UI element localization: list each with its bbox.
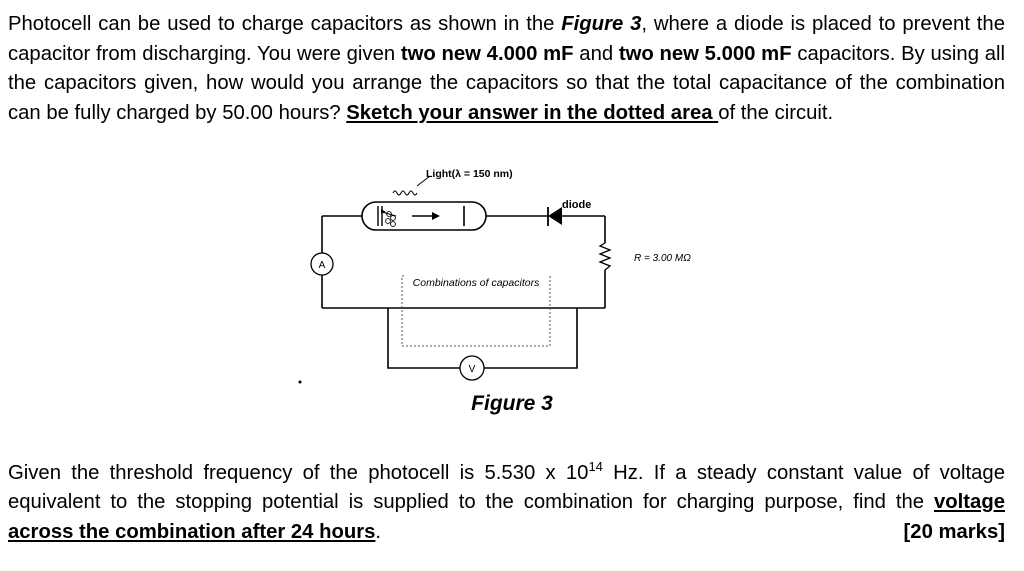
marks-label: [20 marks] bbox=[903, 520, 1005, 543]
diode-symbol bbox=[548, 207, 562, 226]
q1-capacitors-4mf: two new 4.000 mF bbox=[400, 42, 574, 65]
q2-text-b: Hz. If a steady constant value of voltage equivalent to the stopping potential is supplied to the combination for charging purpose, find the bbox=[8, 461, 1005, 514]
q2-voltage-task: voltage across the combination after 24 hours bbox=[8, 491, 1005, 543]
figure-caption: Figure 3 bbox=[471, 392, 553, 415]
q1-text-c: capacitors. By using all the capacitors given, how would you arrange the capacitors so that the total capacitance of the combination can be fully charged by 50.00 hours? bbox=[8, 42, 1006, 124]
q1-text-end: of the circuit. bbox=[718, 101, 834, 124]
q2-text-end: . bbox=[375, 520, 382, 543]
light-label: Light(λ = 150 nm) bbox=[426, 168, 513, 180]
q1-figure-ref: Figure 3 bbox=[561, 13, 642, 35]
q1-capacitors-5mf: two new 5.000 mF bbox=[618, 42, 792, 65]
photocell bbox=[362, 202, 486, 230]
q2-exponent: 14 bbox=[588, 459, 603, 474]
resistor-label: R = 3.00 MΩ bbox=[634, 253, 691, 264]
q1-and: and bbox=[573, 42, 619, 65]
resistor-symbol bbox=[600, 243, 610, 270]
stray-dot bbox=[299, 381, 302, 384]
ammeter-label: A bbox=[318, 260, 326, 271]
light-wave-icon bbox=[393, 191, 417, 195]
question-paragraph-2 bbox=[8, 452, 1005, 548]
diode-label: diode bbox=[562, 199, 592, 211]
wire-voltmeter-loop-right bbox=[484, 308, 577, 368]
q1-text-a: Photocell can be used to charge capacitors as shown in the bbox=[8, 13, 562, 35]
q2-text-a: Given the threshold frequency of the photocell is 5.530 x 10 bbox=[8, 461, 589, 484]
voltmeter-label: V bbox=[468, 364, 476, 375]
question-paragraph-1 bbox=[8, 10, 1005, 128]
combination-label: Combinations of capacitors bbox=[412, 277, 540, 289]
q1-text-b: , where a diode is placed to prevent the capacitor from discharging. You were given bbox=[8, 13, 1005, 65]
wire-voltmeter-loop bbox=[388, 308, 460, 368]
q1-sketch-instruction: Sketch your answer in the dotted area bbox=[346, 101, 719, 124]
